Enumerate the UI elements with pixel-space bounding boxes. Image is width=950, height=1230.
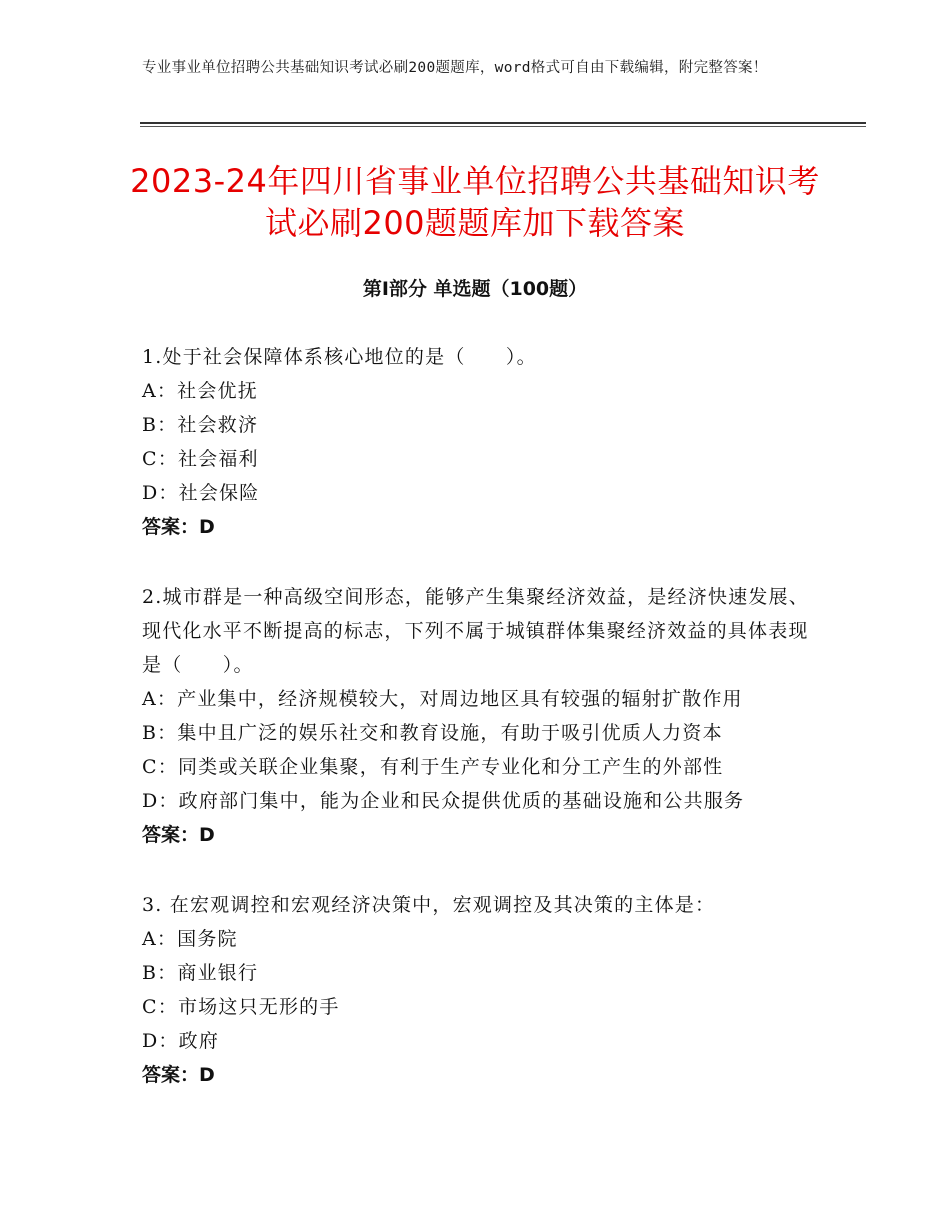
question-3 — [142, 888, 822, 1092]
header-rule-thin — [140, 126, 866, 127]
option-d: D：政府 — [142, 1030, 220, 1052]
option-d: D：政府部门集中，能为企业和民众提供优质的基础设施和公共服务 — [142, 790, 745, 812]
question-stem: 1.处于社会保障体系核心地位的是（ ）。 — [142, 346, 537, 368]
header-note: 专业事业单位招聘公共基础知识考试必刷200题题库，word格式可自由下载编辑，附完整答案！ — [142, 60, 768, 76]
option-a: A：社会优抚 — [142, 380, 258, 402]
answer: 答案：D — [142, 516, 215, 538]
option-b: B：社会救济 — [142, 414, 259, 436]
question-stem: 3. 在宏观调控和宏观经济决策中，宏观调控及其决策的主体是： — [142, 894, 716, 916]
question-spacer — [142, 544, 822, 580]
option-b: B：商业银行 — [142, 962, 259, 984]
answer: 答案：D — [142, 824, 215, 846]
header-rule-thick — [140, 122, 866, 124]
option-c: C：市场这只无形的手 — [142, 996, 340, 1018]
document-title: 2023-24年四川省事业单位招聘公共基础知识考试必刷200题题库加下载答案 — [130, 162, 820, 242]
option-a: A：国务院 — [142, 928, 238, 950]
option-b: B：集中且广泛的娱乐社交和教育设施，有助于吸引优质人力资本 — [142, 722, 723, 744]
option-c: C：社会福利 — [142, 448, 259, 470]
option-c: C：同类或关联企业集聚，有利于生产专业化和分工产生的外部性 — [142, 756, 724, 778]
section-heading: 第Ⅰ部分 单选题（100题） — [362, 278, 588, 300]
option-a: A：产业集中，经济规模较大，对周边地区具有较强的辐射扩散作用 — [142, 688, 743, 710]
option-d: D：社会保险 — [142, 482, 260, 504]
question-list — [142, 340, 822, 1092]
question-spacer — [142, 852, 822, 888]
question-2 — [142, 580, 822, 852]
question-stem: 2.城市群是一种高级空间形态，能够产生集聚经济效益，是经济快速发展、现代化水平不断提高的标志，下列不属于城镇群体集聚经济效益的具体表现是（ ）。 — [142, 586, 809, 676]
answer: 答案：D — [142, 1064, 215, 1086]
question-1 — [142, 340, 822, 544]
